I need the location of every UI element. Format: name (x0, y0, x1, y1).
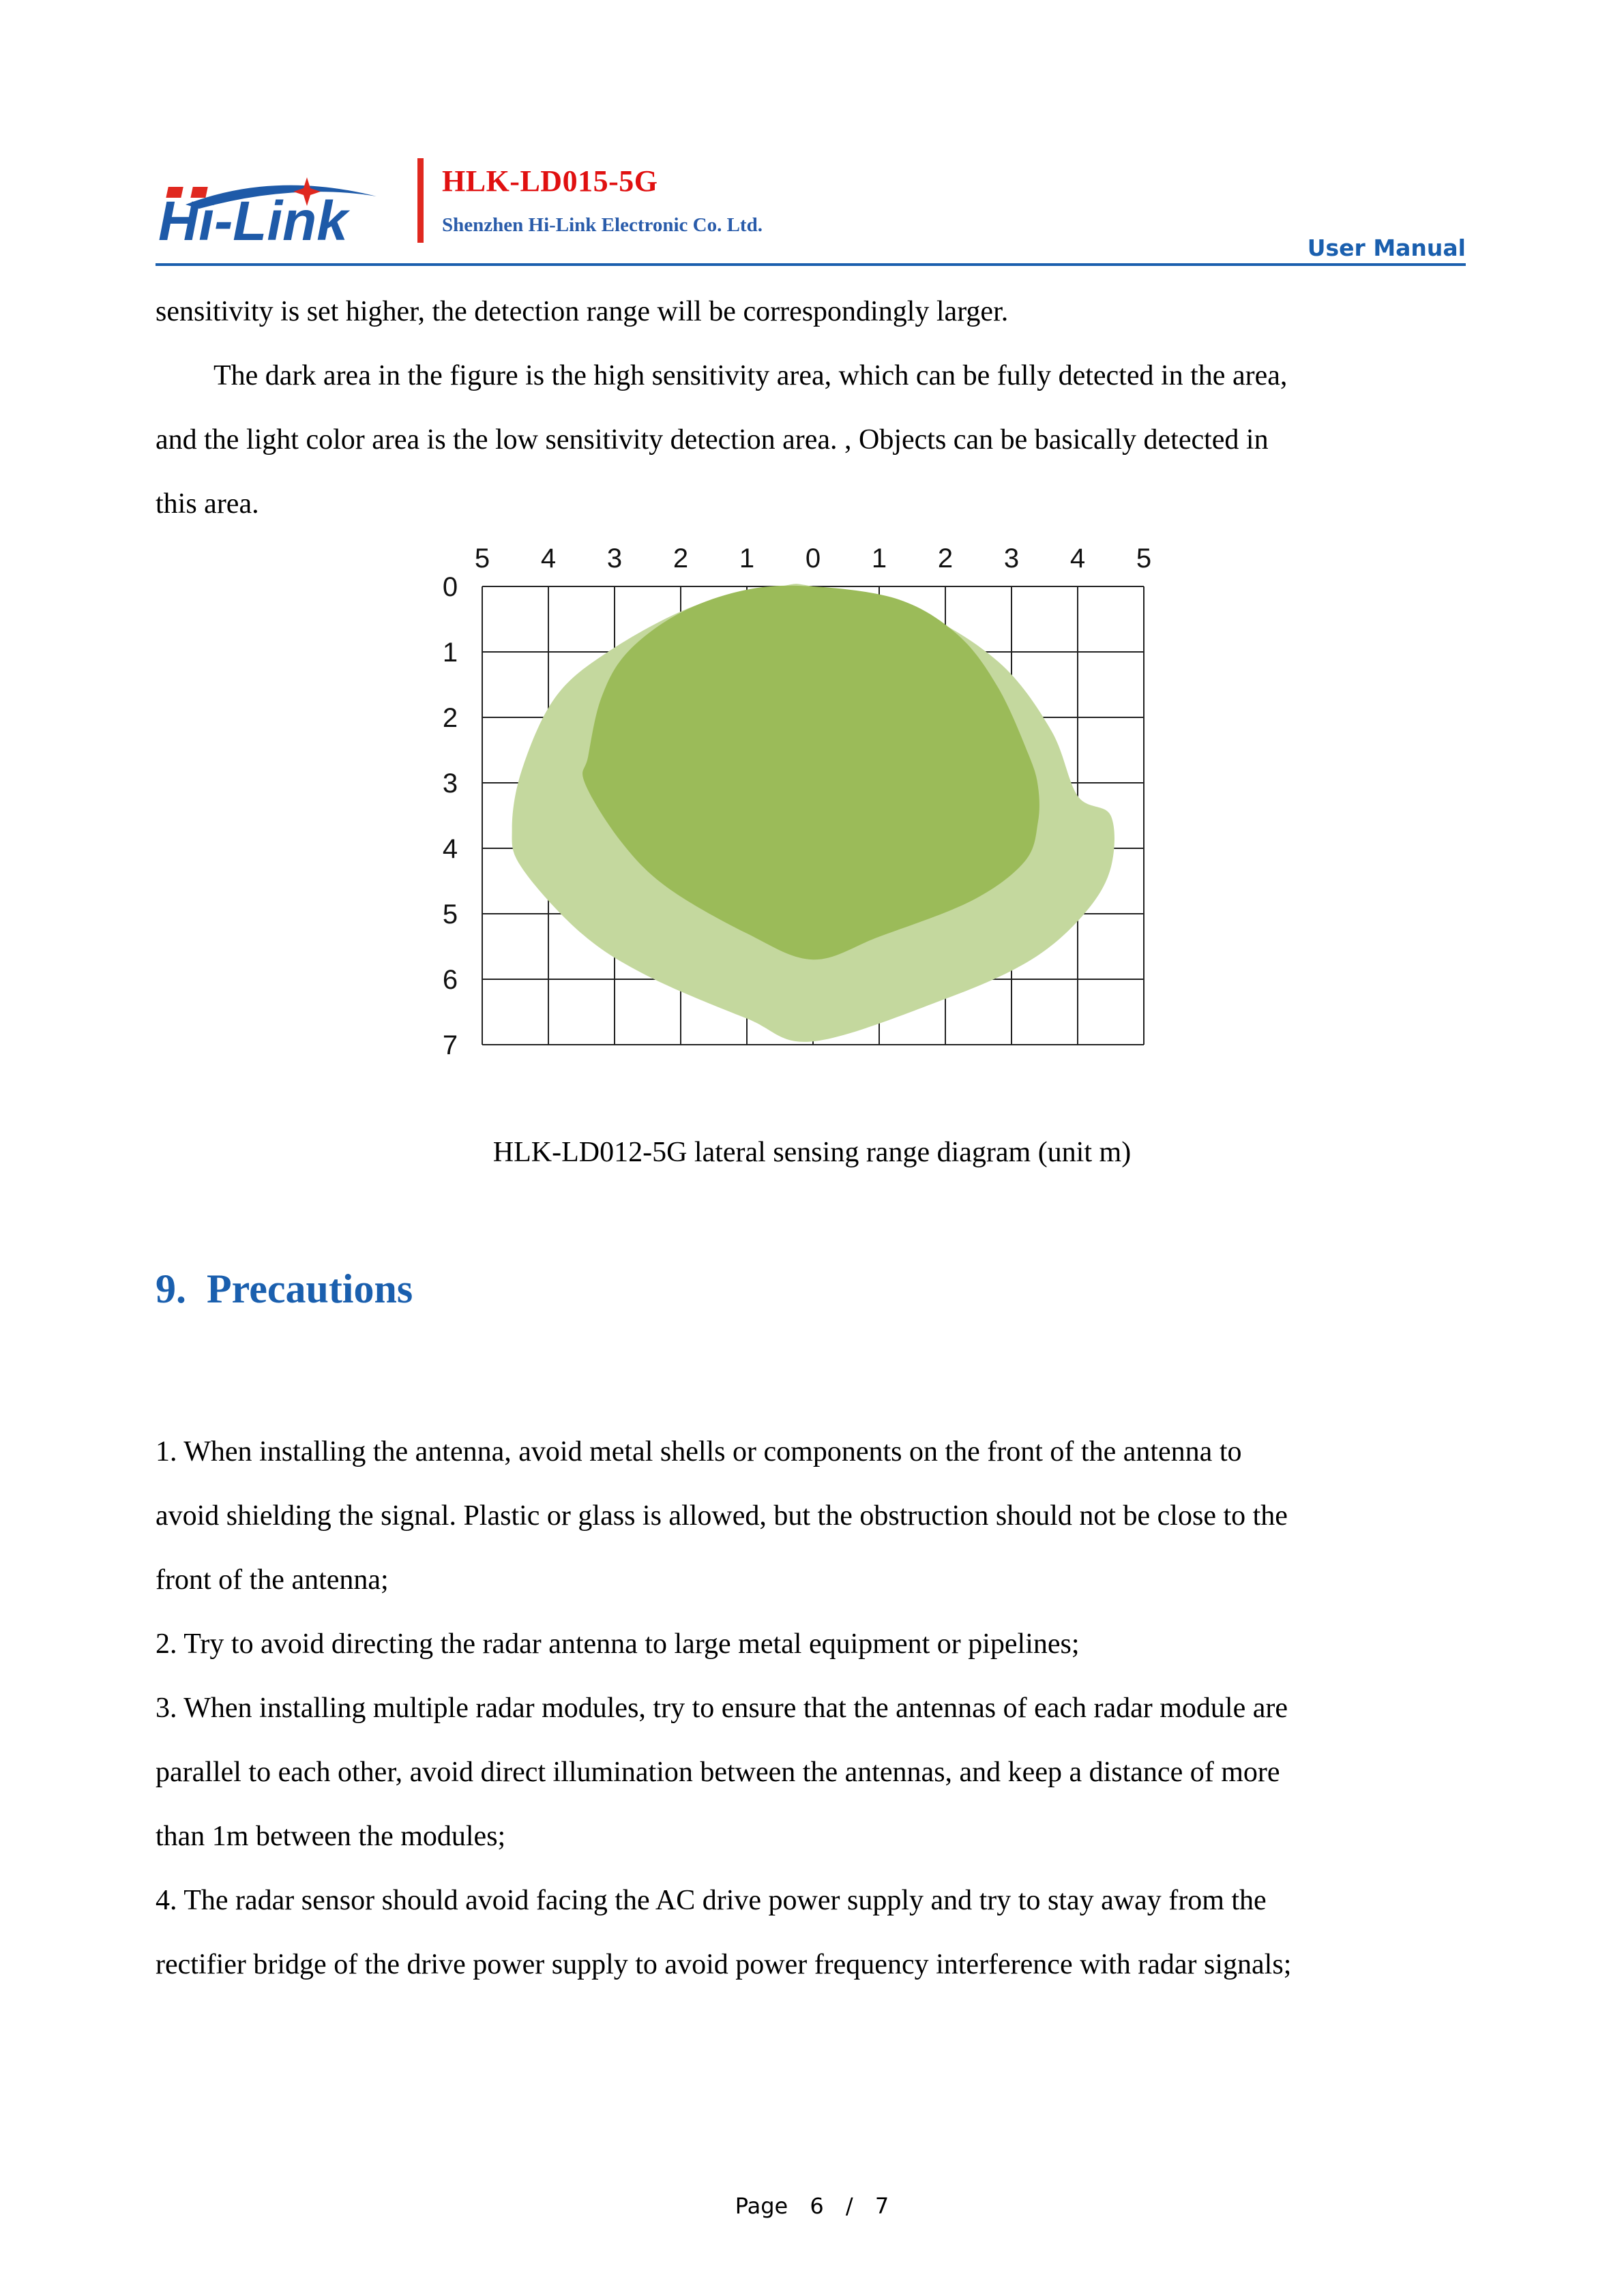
text-line: 2. Try to avoid directing the radar antenna to large metal equipment or pipelines; (156, 1628, 1080, 1660)
text-line: avoid shielding the signal. Plastic or glass is allowed, but the obstruction should not be close to the (156, 1500, 1288, 1532)
logo-text: Hi-Link (158, 190, 348, 244)
section-number: 9. (156, 1266, 186, 1311)
x-tick-label: 1 (871, 543, 887, 573)
x-tick-label: 3 (606, 543, 623, 573)
text-line: The dark area in the figure is the high sensitivity area, which can be fully detected in the area, (213, 360, 1288, 391)
y-tick-label: 1 (442, 638, 458, 668)
y-tick-label: 2 (442, 703, 458, 733)
text-line: 1. When installing the antenna, avoid metal shells or components on the front of the antenna to (156, 1436, 1242, 1467)
section-heading (156, 1266, 413, 1313)
page-footer (0, 2193, 1624, 2219)
text-line: 3. When installing multiple radar modules, try to ensure that the antennas of each radar module are (156, 1693, 1288, 1724)
total-pages: 7 (874, 2193, 889, 2219)
text-line: rectifier bridge of the drive power supply to avoid power frequency interference with radar signals; (156, 1949, 1292, 1980)
x-tick-label: 4 (1069, 543, 1086, 573)
hi-link-logo (158, 164, 411, 244)
precaution-item-2 (156, 1612, 1080, 1676)
y-tick-labels (443, 572, 458, 1060)
document-type: User Manual (1307, 235, 1466, 261)
sensing-range-chart (423, 539, 1173, 1071)
y-tick-label: 6 (442, 965, 458, 995)
y-tick-label: 7 (442, 1030, 458, 1060)
x-tick-label: 5 (474, 543, 490, 573)
chart-caption: HLK-LD012-5G lateral sensing range diagram (unit m) (492, 1137, 1132, 1168)
text-line: than 1m between the modules; (156, 1821, 506, 1852)
x-tick-labels (475, 543, 1151, 573)
x-tick-label: 4 (540, 543, 557, 573)
x-tick-label: 5 (1136, 543, 1152, 573)
text-line: 4. The radar sensor should avoid facing the AC drive power supply and try to stay away from the (156, 1885, 1267, 1916)
page-label: Page (735, 2193, 788, 2219)
product-title: HLK-LD015-5G (442, 164, 658, 198)
x-tick-label: 0 (805, 543, 821, 573)
text-line: this area. (156, 488, 259, 520)
paragraph-intro-1 (156, 280, 1008, 344)
text-line: parallel to each other, avoid direct illumination between the antennas, and keep a distance of more (156, 1757, 1280, 1788)
y-tick-label: 4 (442, 834, 458, 864)
section-title: Precautions (207, 1266, 413, 1311)
company-name: Shenzhen Hi-Link Electronic Co. Ltd. (442, 214, 763, 236)
header-rule (156, 263, 1466, 266)
text-line: front of the antenna; (156, 1564, 389, 1596)
text-line: sensitivity is set higher, the detection range will be correspondingly larger. (156, 296, 1009, 327)
page-separator: / (845, 2193, 853, 2219)
x-tick-label: 1 (739, 543, 755, 573)
x-tick-label: 2 (937, 543, 954, 573)
paragraph-intro-2 (156, 344, 1287, 536)
text-line: and the light color area is the low sensitivity detection area. , Objects can be basically detected in (156, 424, 1269, 456)
y-tick-label: 3 (442, 769, 458, 799)
x-tick-label: 3 (1003, 543, 1020, 573)
precaution-item-3 (156, 1676, 1288, 1868)
precaution-item-1 (156, 1420, 1288, 1612)
y-tick-label: 5 (442, 899, 458, 929)
x-tick-label: 2 (673, 543, 689, 573)
current-page: 6 (810, 2193, 824, 2219)
header-divider (417, 158, 424, 243)
precaution-item-4 (156, 1868, 1291, 1997)
y-tick-label: 0 (442, 572, 458, 602)
